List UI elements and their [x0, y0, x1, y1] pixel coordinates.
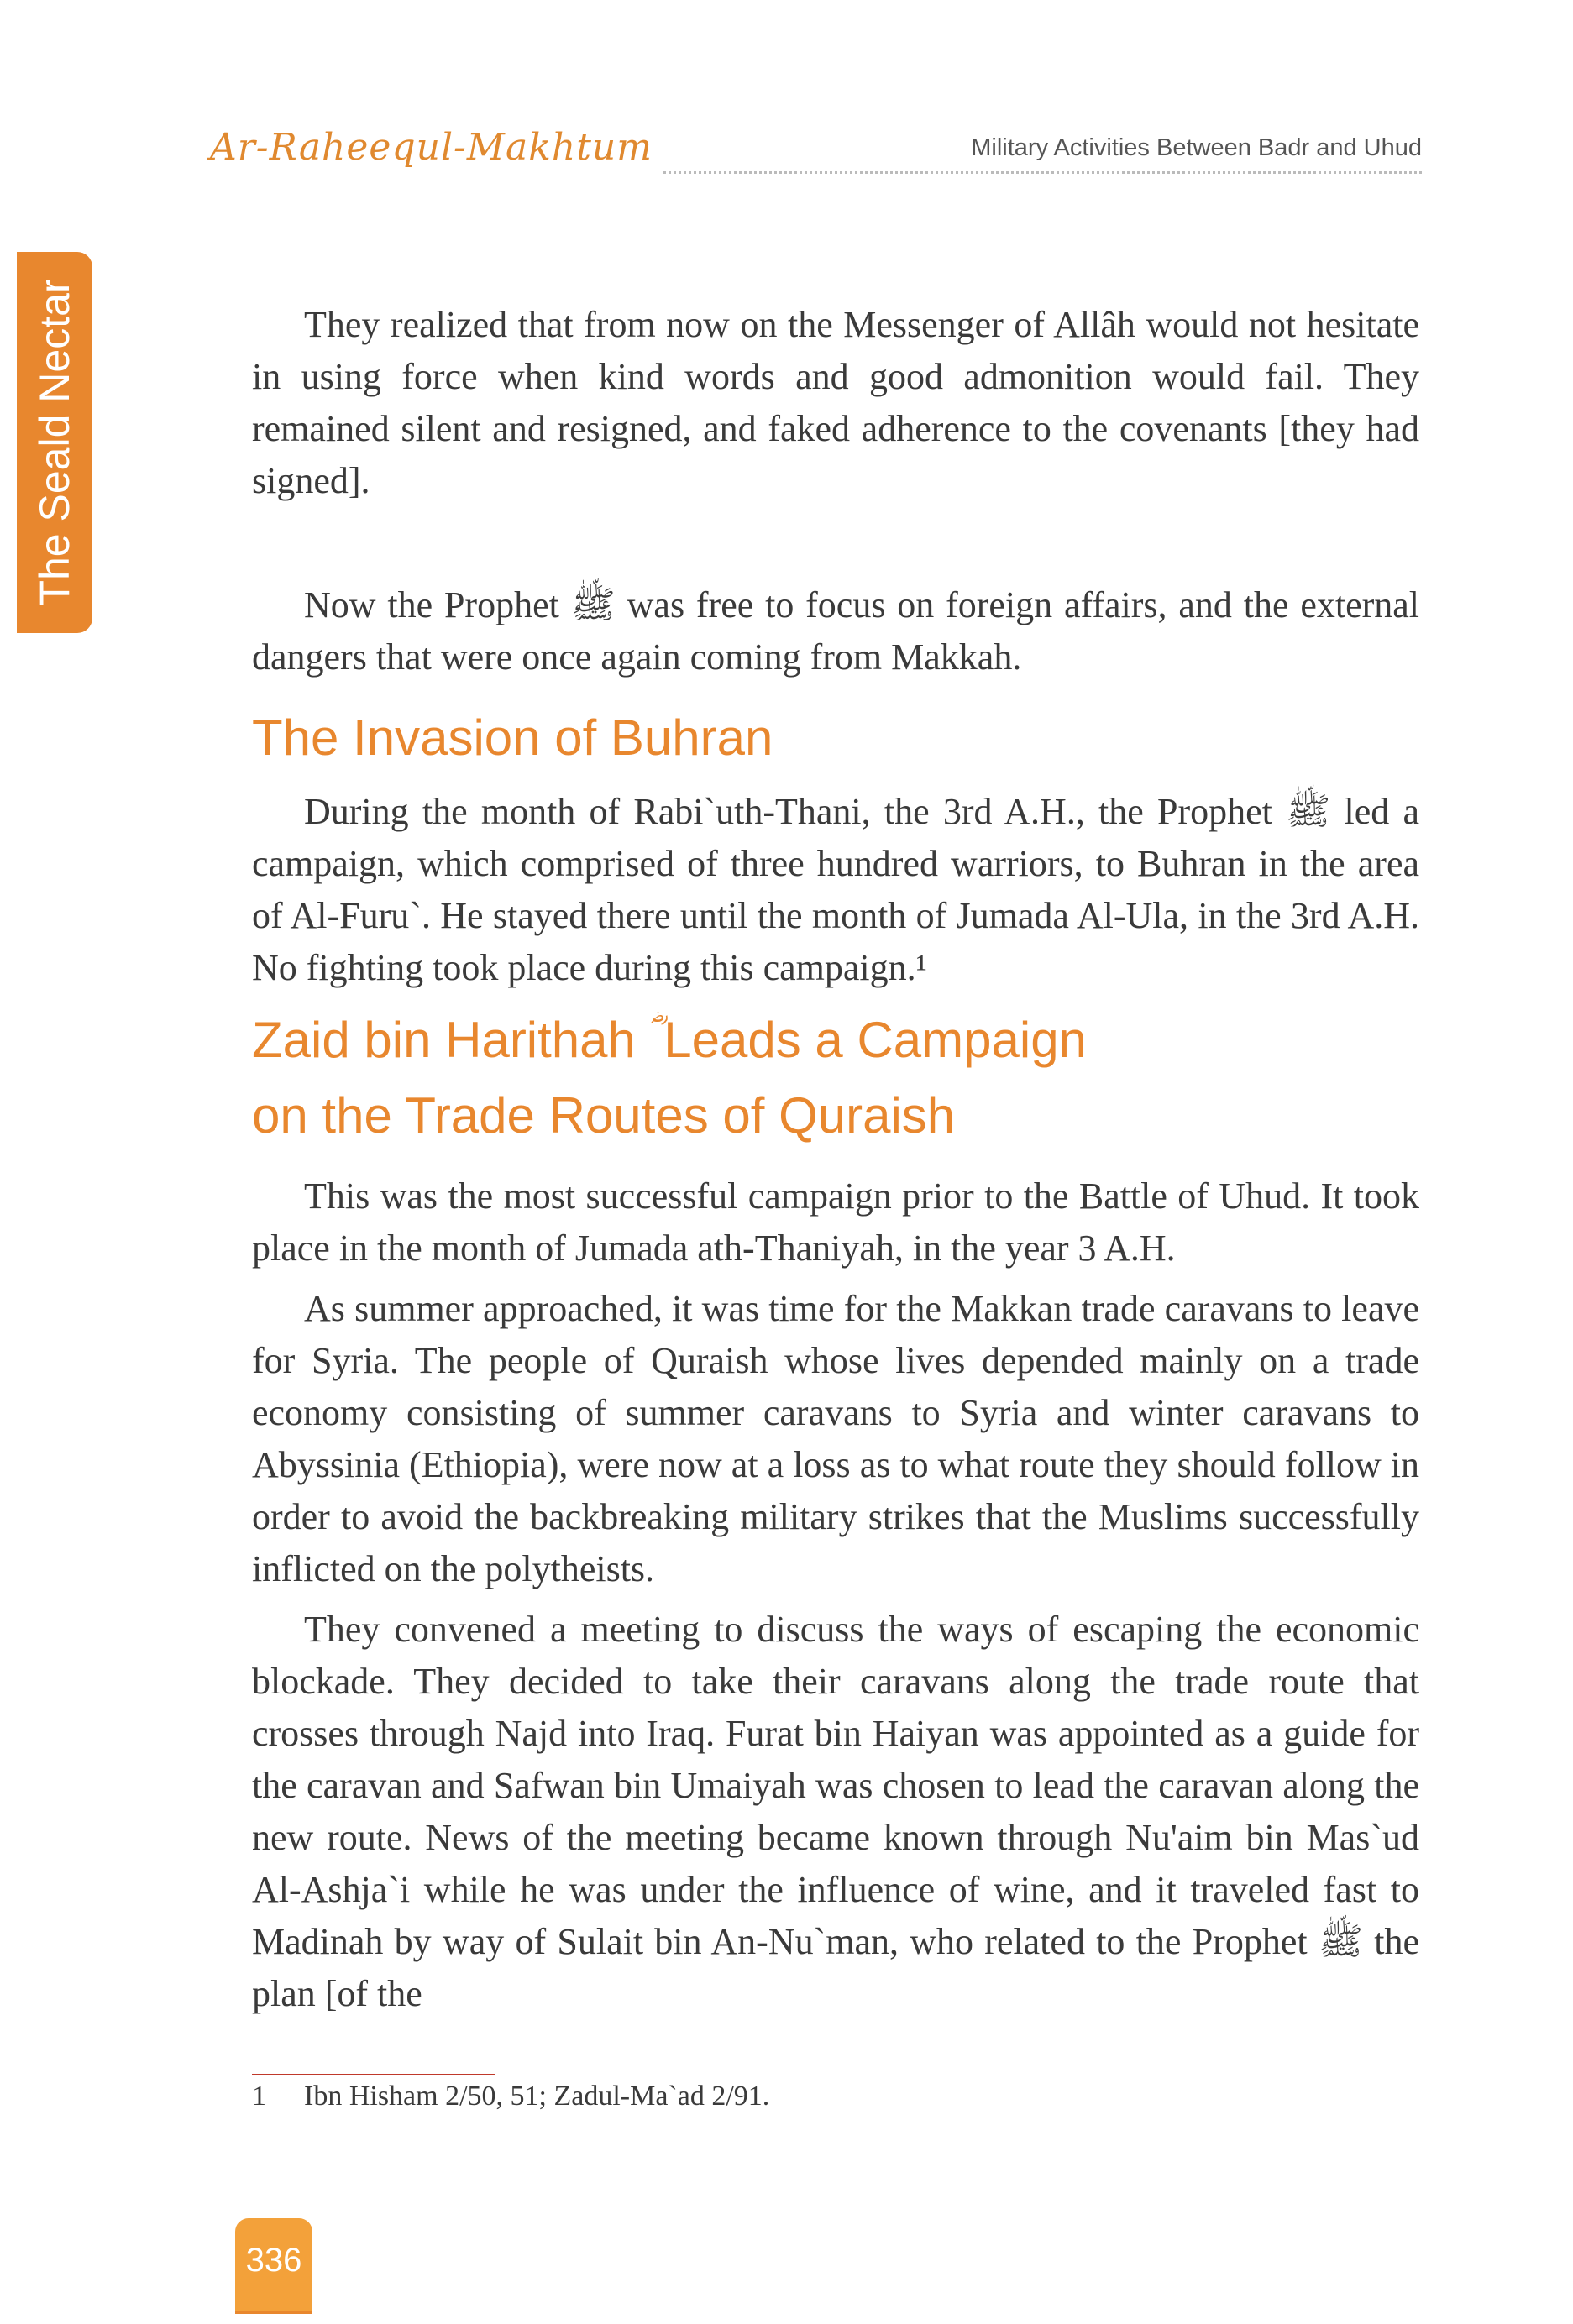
paragraph: During the month of Rabi`uth-Thani, the 3rd A.H., the Prophet ﷺ led a campaign, which comprised of three hundred warriors, to Buhran in the area of Al-Furu`. He stayed there until the month of Jumada Al-Ula, in the 3rd A.H. No fighting took place during this campaign.¹ [252, 791, 1419, 988]
paragraph: They realized that from now on the Messenger of Allâh would not hesitate in using force when kind words and good admonition would fail. They remained silent and resigned, and faked adherence to the covenants [they had signed]. [252, 304, 1419, 501]
chapter-title: Military Activities Between Badr and Uhud [971, 134, 1422, 161]
paragraph: They convened a meeting to discuss the ways of escaping the economic blockade. They decided to take their caravans along the trade route that crosses through Najd into Iraq. Furat bin Haiyan was appointed as a guide for the caravan and Safwan bin Umaiyah was chosen to lead the caravan along the new route. News of the meeting became known through Nu'aim bin Mas`ud Al-Ashja`i while he was under the influence of wine, and it traveled fast to Madinah by way of Sulait bin An-Nu`man, who related to the Prophet ﷺ the plan [of the [252, 1609, 1419, 2014]
header-divider [663, 171, 1422, 174]
section-heading-line: on the Trade Routes of Quraish [252, 1087, 956, 1144]
paragraph: Now the Prophet ﷺ was free to focus on foreign affairs, and the external dangers that were once again coming from Makkah. [252, 584, 1420, 678]
section-heading-zaid [252, 1002, 1419, 1154]
book-title: Ar-Raheequl-Makhtum [210, 126, 653, 169]
page-content [252, 299, 1419, 2020]
footnote [252, 2081, 769, 2112]
footnote-text: Ibn Hisham 2/50, 51; Zadul-Ma`ad 2/91. [304, 2081, 770, 2112]
page-number: 336 [235, 2218, 312, 2314]
paragraph: This was the most successful campaign prior to the Battle of Uhud. It took place in the month of Jumada ath-Thaniyah, in the year 3 A.H. [252, 1175, 1419, 1269]
side-tab-label: The Seald Nectar [31, 279, 78, 606]
side-tab [17, 252, 92, 633]
section-heading-line: Zaid bin Harithah ؓ Leads a Campaign [252, 1012, 1087, 1068]
footnote-number: 1 [252, 2081, 266, 2112]
section-heading-buhran: The Invasion of Buhran [252, 709, 773, 766]
paragraph: As summer approached, it was time for the Makkan trade caravans to leave for Syria. The people of Quraish whose lives depended mainly on a trade economy consisting of summer caravans to Syria and winter caravans to Abyssinia (Ethiopia), were now at a loss as to what route they should follow in order to avoid the backbreaking military strikes that the Muslims successfully inflicted on the polytheists. [252, 1288, 1419, 1589]
footnote-rule [252, 2074, 495, 2075]
